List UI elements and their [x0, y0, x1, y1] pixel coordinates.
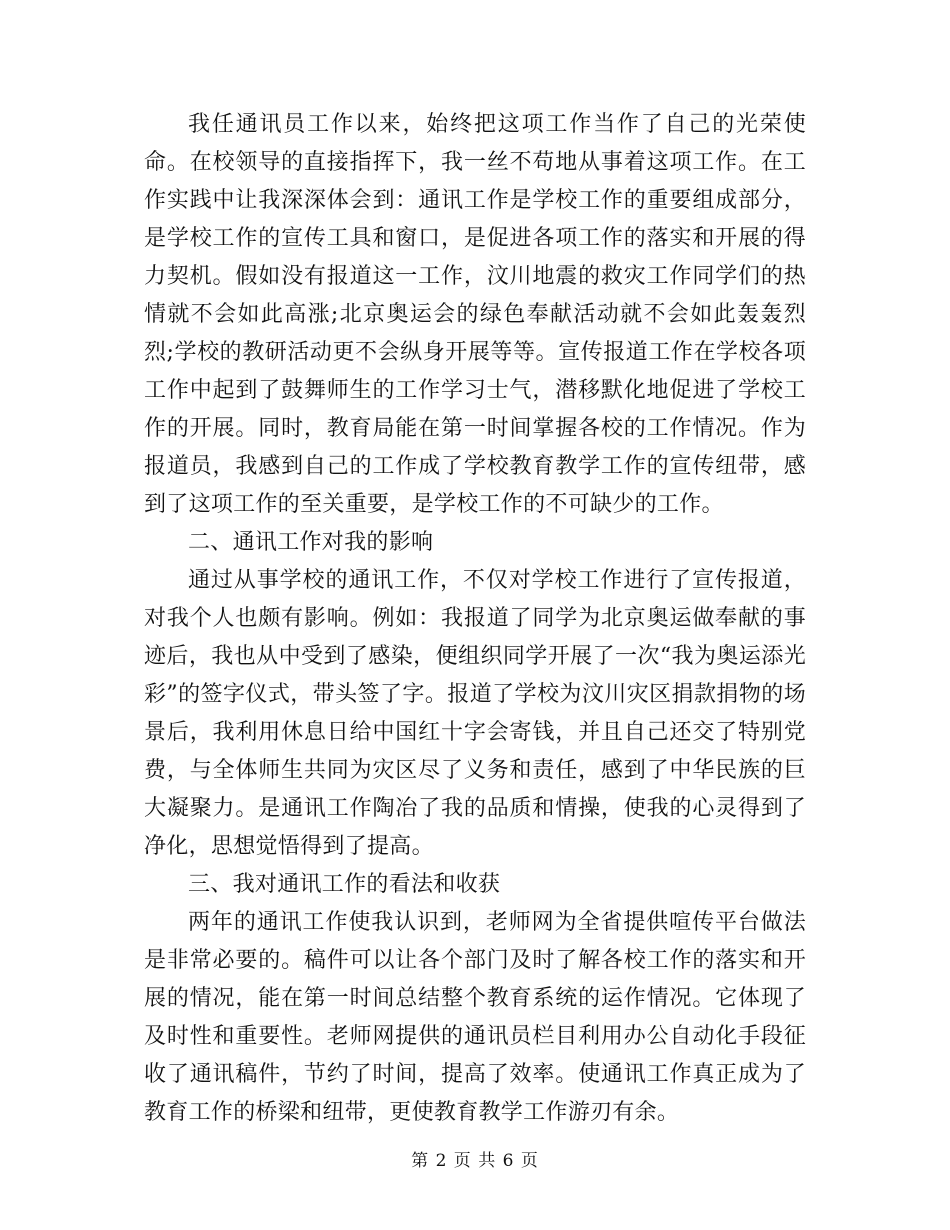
- document-body: [144, 106, 806, 1132]
- section-heading-3: 三、我对通讯工作的看法和收获: [188, 872, 501, 897]
- page-number: 第 2 页 共 6 页: [411, 1151, 539, 1171]
- paragraph-views: 两年的通讯工作使我认识到，老师网为全省提供喧传平台做法是非常必要的。稿件可以让各个部门及时了解各校工作的落实和开展的情况，能在第一时间总结整个教育系统的运作情况。它体现了及时性和重要性。老师网提供的通讯员栏目利用办公自动化手段征收了通讯稿件，节约了时间，提高了效率。使通讯工作真正成为了教育工作的桥梁和纽带，更使教育教学工作游刃有余。: [144, 910, 806, 1125]
- paragraph-influence: 通过从事学校的通讯工作，不仅对学校工作进行了宣传报道，对我个人也颇有影响。例如：我报道了同学为北京奥运做奉献的事迹后，我也从中受到了感染，便组织同学开展了一次“我为奥运添光彩”的签字仪式，带头签了字。报道了学校为汶川灾区捐款捐物的场景后，我利用休息日给中国红十字会寄钱，并且自己还交了特别党费，与全体师生共同为灾区尽了义务和责任，感到了中华民族的巨大凝聚力。是通讯工作陶冶了我的品质和情操，使我的心灵得到了净化，思想觉悟得到了提高。: [144, 568, 806, 859]
- paragraph-intro: 我任通讯员工作以来，始终把这项工作当作了自己的光荣使命。在校领导的直接指挥下，我一丝不苟地从事着这项工作。在工作实践中让我深深体会到：通讯工作是学校工作的重要组成部分，是学校工作的宣传工具和窗口，是促进各项工作的落实和开展的得力契机。假如没有报道这一工作，汶川地震的救灾工作同学们的热情就不会如此高涨;北京奥运会的绿色奉献活动就不会如此轰轰烈烈;学校的教研活动更不会纵身开展等等。宣传报道工作在学校各项工作中起到了鼓舞师生的工作学习士气，潜移默化地促进了学校工作的开展。同时，教育局能在第一时间掌握各校的工作情况。作为报道员，我感到自己的工作成了学校教育教学工作的宣传纽带，感到了这项工作的至关重要，是学校工作的不可缺少的工作。: [144, 112, 806, 517]
- section-heading-2: 二、通讯工作对我的影响: [188, 530, 434, 555]
